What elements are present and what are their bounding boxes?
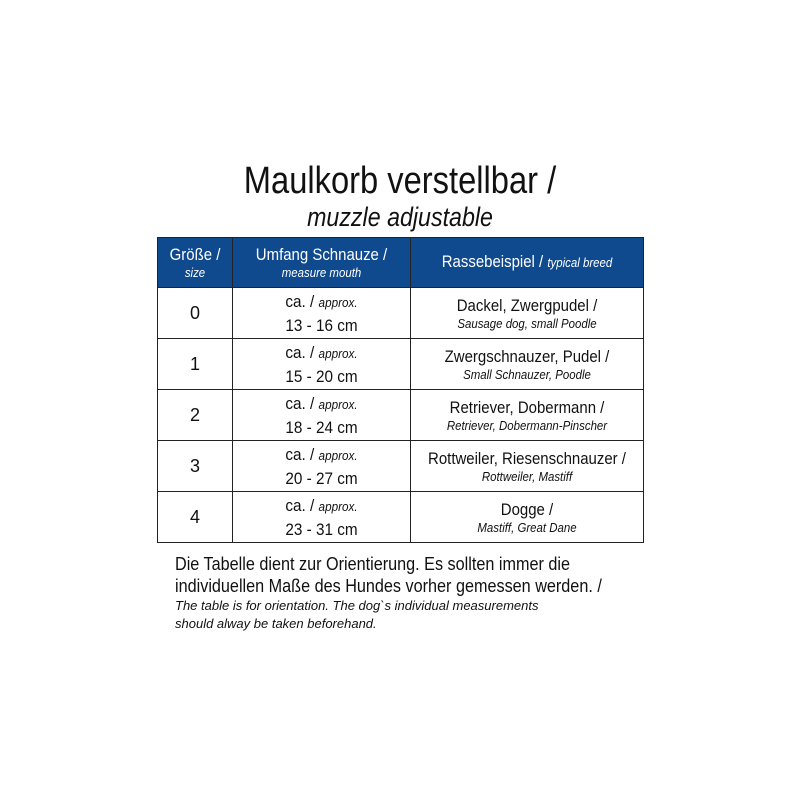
breed-en: Rottweiler, Mastiff bbox=[481, 468, 573, 484]
size-cell: 4 bbox=[158, 492, 233, 543]
note-de-line1: Die Tabelle dient zur Orientierung. Es sollten immer die bbox=[175, 554, 570, 574]
note-en-line1: The table is for orientation. The dog`s individual measurements bbox=[175, 598, 539, 613]
breed-cell bbox=[411, 441, 644, 492]
breed-cell bbox=[411, 288, 644, 339]
size-cell: 3 bbox=[158, 441, 233, 492]
breed-cell bbox=[411, 390, 644, 441]
header-size-en: size bbox=[184, 264, 206, 280]
size-cell: 2 bbox=[158, 390, 233, 441]
title-block bbox=[0, 160, 800, 232]
size-cell: 1 bbox=[158, 339, 233, 390]
header-breed bbox=[411, 238, 644, 288]
approx-label: approx. bbox=[318, 294, 358, 310]
header-breed-de: Rassebeispiel / bbox=[441, 252, 548, 271]
mouth-cell bbox=[233, 390, 411, 441]
table-row bbox=[158, 288, 644, 339]
header-size bbox=[158, 238, 233, 288]
breed-de: Dogge / bbox=[500, 499, 554, 519]
orientation-note bbox=[175, 553, 675, 633]
header-mouth-en: measure mouth bbox=[281, 264, 362, 280]
note-de-line2: individuellen Maße des Hundes vorher gemessen werden. / bbox=[175, 576, 602, 596]
approx-line bbox=[242, 392, 401, 416]
table-header-row bbox=[158, 238, 644, 288]
approx-label: approx. bbox=[318, 396, 358, 412]
approx-line bbox=[242, 290, 401, 314]
approx-line bbox=[242, 341, 401, 365]
ca-label: ca. / bbox=[285, 444, 319, 464]
breed-en: Sausage dog, small Poodle bbox=[457, 315, 597, 331]
breed-en: Retriever, Dobermann-Pinscher bbox=[446, 417, 608, 433]
table-row bbox=[158, 339, 644, 390]
mouth-cell bbox=[233, 339, 411, 390]
mouth-cell bbox=[233, 441, 411, 492]
breed-de: Zwergschnauzer, Pudel / bbox=[444, 346, 610, 366]
range-value: 15 - 20 cm bbox=[285, 366, 358, 386]
size-cell: 0 bbox=[158, 288, 233, 339]
table-row bbox=[158, 390, 644, 441]
range-value: 18 - 24 cm bbox=[285, 417, 358, 437]
approx-label: approx. bbox=[318, 447, 358, 463]
approx-line bbox=[242, 443, 401, 467]
table-row bbox=[158, 492, 644, 543]
header-mouth-de: Umfang Schnauze / bbox=[255, 244, 388, 264]
breed-cell bbox=[411, 339, 644, 390]
range-value: 20 - 27 cm bbox=[285, 468, 358, 488]
header-breed-en: typical breed bbox=[547, 255, 613, 270]
ca-label: ca. / bbox=[285, 393, 319, 413]
approx-label: approx. bbox=[318, 345, 358, 361]
breed-de: Retriever, Dobermann / bbox=[449, 397, 605, 417]
table-row bbox=[158, 441, 644, 492]
page-subtitle: muzzle adjustable bbox=[307, 202, 493, 232]
page-title: Maulkorb verstellbar / bbox=[243, 160, 557, 202]
header-size-de: Größe / bbox=[169, 244, 221, 264]
range-value: 13 - 16 cm bbox=[285, 315, 358, 335]
mouth-cell bbox=[233, 288, 411, 339]
breed-en: Mastiff, Great Dane bbox=[477, 519, 577, 535]
ca-label: ca. / bbox=[285, 342, 319, 362]
header-mouth bbox=[233, 238, 411, 288]
note-en-line2: should alway be taken beforehand. bbox=[175, 616, 377, 631]
ca-label: ca. / bbox=[285, 495, 319, 515]
breed-de: Rottweiler, Riesenschnauzer / bbox=[428, 448, 626, 468]
header-breed-line bbox=[425, 252, 629, 273]
breed-en: Small Schnauzer, Poodle bbox=[463, 366, 591, 382]
approx-line bbox=[242, 494, 401, 518]
range-value: 23 - 31 cm bbox=[285, 519, 358, 539]
size-table bbox=[157, 237, 644, 543]
breed-cell bbox=[411, 492, 644, 543]
breed-de: Dackel, Zwergpudel / bbox=[456, 295, 598, 315]
approx-label: approx. bbox=[318, 498, 358, 514]
mouth-cell bbox=[233, 492, 411, 543]
ca-label: ca. / bbox=[285, 291, 319, 311]
